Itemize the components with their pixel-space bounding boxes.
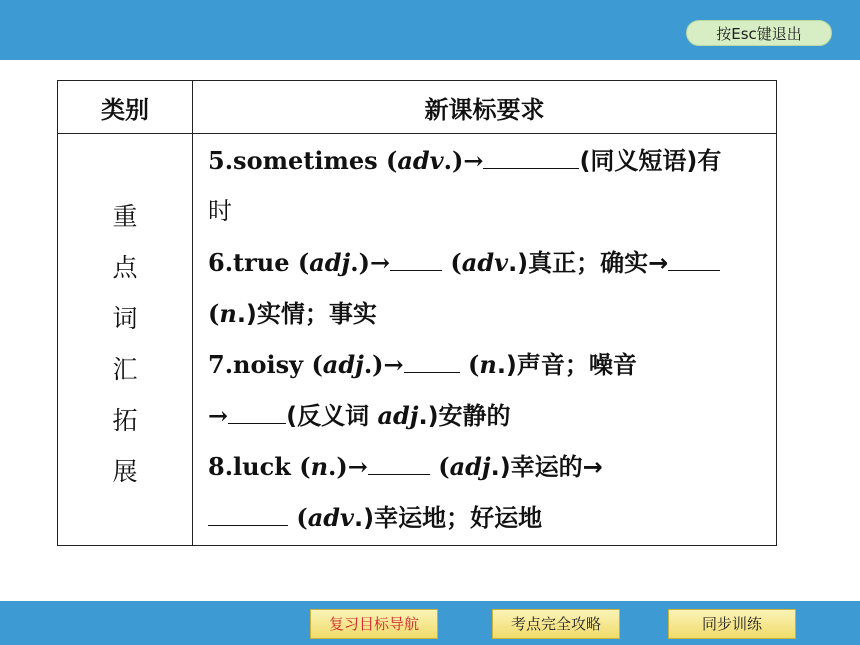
pos-tag: adj: [449, 452, 491, 481]
nav-key-points-button[interactable]: 考点完全攻略: [492, 609, 620, 639]
text-run: (: [459, 350, 480, 379]
pos-tag: adv: [397, 146, 444, 175]
text-run: 8.luck (: [208, 452, 311, 481]
text-run: .)幸运的→: [490, 453, 603, 481]
pos-tag: adj: [322, 350, 364, 379]
content-line: [208, 237, 768, 288]
pos-tag: n: [479, 350, 497, 379]
vocabulary-table: [57, 80, 777, 546]
nav-practice-button[interactable]: 同步训练: [668, 609, 796, 639]
header-requirement: 新课标要求: [424, 95, 545, 124]
text-run: 7.noisy (: [208, 350, 323, 379]
nav-review-goals-button[interactable]: 复习目标导航: [310, 609, 438, 639]
text-run: 6.true (: [208, 248, 310, 277]
text-run: .)幸运地；好运地: [354, 504, 543, 532]
column-divider: [192, 81, 193, 545]
exit-button[interactable]: 按Esc键退出: [686, 20, 832, 46]
pos-tag: adj: [309, 248, 351, 277]
pos-tag: adv: [307, 503, 354, 532]
answer-blank: [668, 248, 720, 271]
pos-tag: adv: [461, 248, 509, 277]
table-header: [58, 81, 776, 134]
text-run: .)声音；噪音: [496, 351, 637, 379]
requirement-cell: [208, 135, 768, 543]
bottom-nav-bar: [0, 601, 860, 645]
content-line: [208, 492, 768, 543]
answer-blank: [208, 503, 288, 526]
text-run: .)真正；确实→: [508, 249, 669, 277]
text-run: .)安静的: [418, 402, 511, 430]
pos-tag: n: [310, 452, 329, 481]
text-run: (: [288, 503, 308, 532]
answer-blank: [368, 452, 430, 475]
text-run: (反义词: [286, 402, 378, 430]
text-run: 5.sometimes (: [208, 146, 398, 175]
text-run: (: [429, 452, 450, 481]
category-cell: [58, 191, 192, 497]
text-run: .)实情；事实: [236, 300, 377, 328]
text-run: →: [208, 401, 229, 430]
category-char: 展: [112, 457, 138, 486]
text-run: (: [208, 299, 220, 328]
answer-blank: [390, 248, 442, 271]
answer-blank: [228, 401, 286, 424]
text-run: .)→: [443, 146, 484, 175]
text-run: .)→: [350, 248, 391, 277]
category-char: 重: [112, 202, 138, 231]
answer-blank: [483, 146, 579, 169]
content-line: [208, 441, 768, 492]
top-bar: [0, 0, 860, 60]
text-run: .)→: [363, 350, 404, 379]
text-run: (同义短语)有: [579, 147, 722, 175]
content-line: [208, 135, 768, 186]
text-run: .)→: [328, 452, 368, 481]
content-line: [208, 288, 768, 339]
text-run: 时: [208, 197, 232, 225]
content-line: [208, 390, 768, 441]
answer-blank: [404, 350, 460, 373]
category-char: 点: [112, 253, 138, 282]
category-char: 词: [112, 304, 138, 333]
category-char: 汇: [112, 355, 138, 384]
content-line: [208, 339, 768, 390]
text-run: (: [442, 248, 462, 277]
category-char: 拓: [112, 406, 138, 435]
content-line: [208, 186, 768, 237]
pos-tag: n: [219, 299, 237, 328]
header-category: 类别: [101, 95, 149, 124]
pos-tag: adj: [377, 401, 419, 430]
